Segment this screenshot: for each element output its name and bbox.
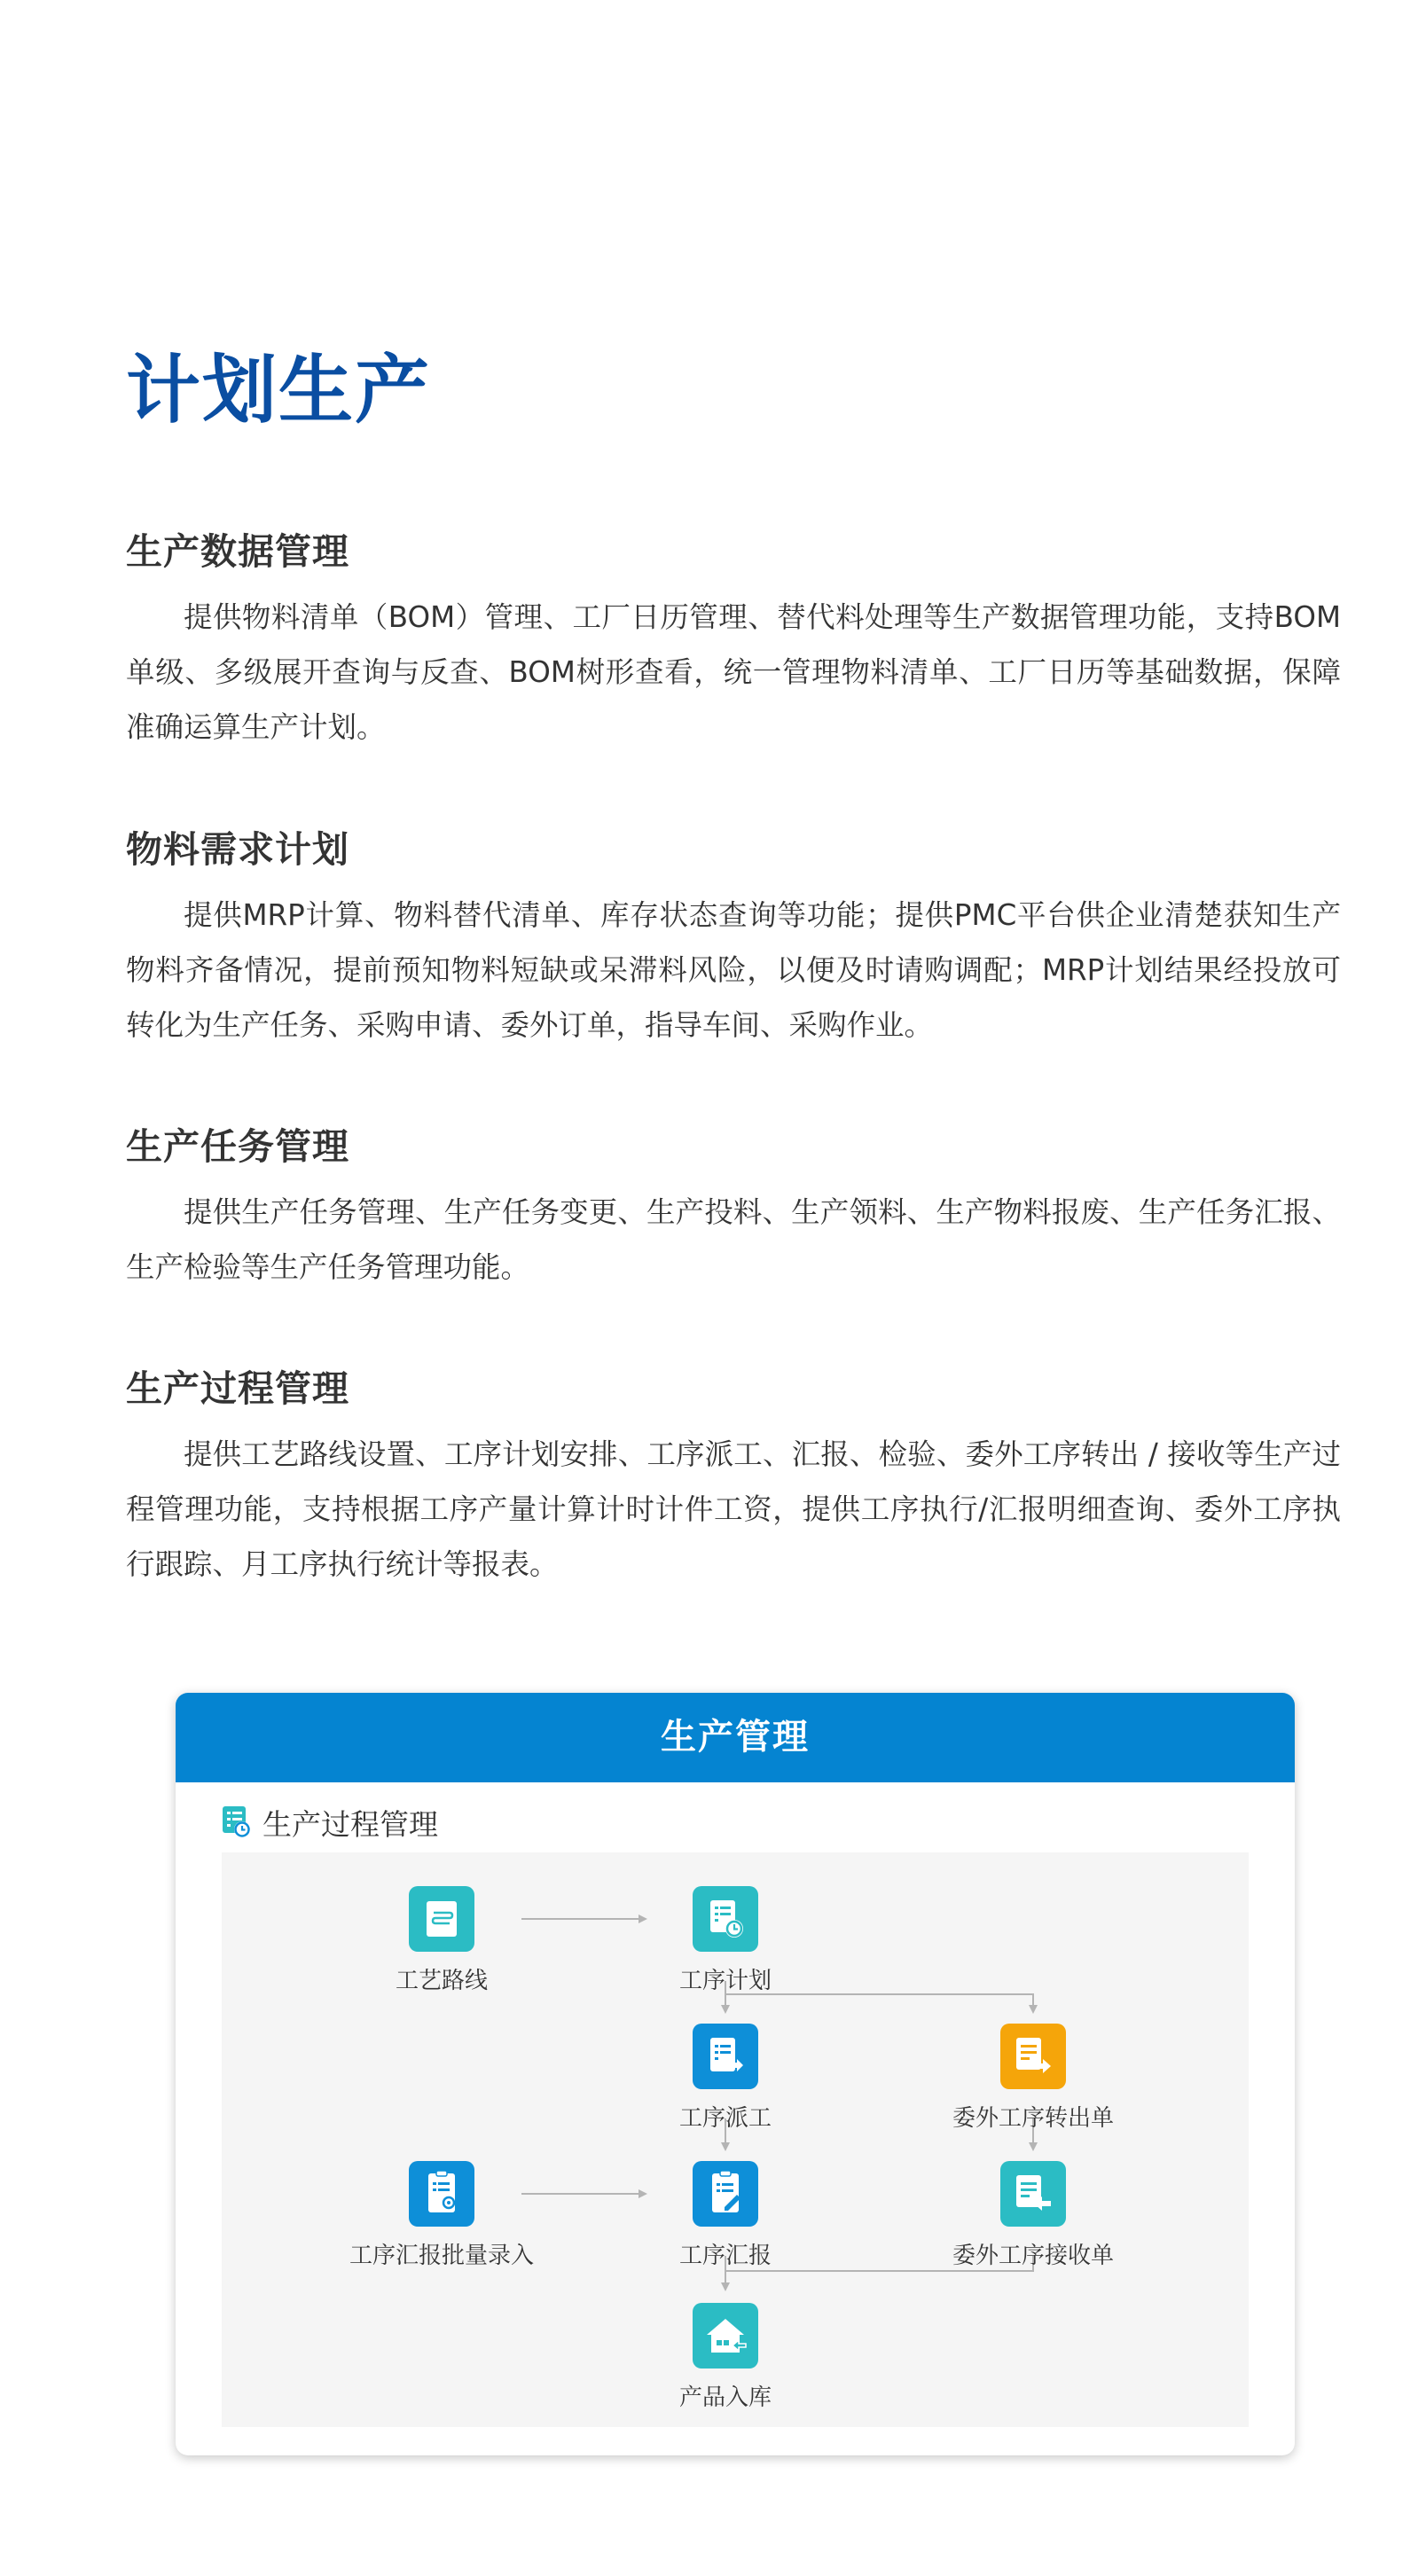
section-body: 提供物料清单（BOM）管理、工厂日历管理、替代料处理等生产数据管理功能，支持BOM单级、多级展开查询与反查、BOM树形查看，统一管理物料清单、工厂日历等基础数据，保障准确运算生产计划。 bbox=[126, 600, 1341, 744]
process-list-icon bbox=[222, 1805, 252, 1840]
section-heading: 物料需求计划 bbox=[126, 828, 349, 871]
section-heading: 生产数据管理 bbox=[126, 530, 349, 573]
arrow-plan-to-outsource-out bbox=[725, 1994, 1033, 2012]
node-label: 委外工序转出单 bbox=[952, 2105, 1114, 2132]
section-production-data bbox=[126, 530, 1341, 755]
section-body: 提供工艺路线设置、工序计划安排、工序派工、汇报、检验、委外工序转出 / 接收等生产过程管理功能，支持根据工序产量计算计时计件工资，提供工序执行/汇报明细查询、委外工序执行跟踪、月工序执行统计等报表。 bbox=[126, 1437, 1341, 1581]
section-mrp bbox=[126, 828, 1341, 1053]
node-schedule[interactable] bbox=[619, 1886, 832, 1995]
subtitle-text: 生产过程管理 bbox=[262, 1806, 438, 1842]
process-flow-diagram bbox=[222, 1852, 1249, 2427]
section-body: 提供MRP计算、物料替代清单、库存状态查询等功能；提供PMC平台供企业清楚获知生产物料齐备情况，提前预知物料短缺或呆滞料风险，以便及时请购调配；MRP计划结果经投放可转化为生产任务、采购申请、委外订单，指导车间、采购作业。 bbox=[126, 898, 1341, 1042]
routing-icon bbox=[409, 1886, 474, 1952]
production-management-card bbox=[176, 1693, 1295, 2455]
node-label: 委外工序接收单 bbox=[952, 2243, 1114, 2269]
node-product-warehousing[interactable] bbox=[619, 2303, 832, 2412]
section-body: 提供生产任务管理、生产任务变更、生产投料、生产领料、生产物料报废、生产任务汇报、生产检验等生产任务管理功能。 bbox=[126, 1195, 1341, 1284]
section-process-management bbox=[126, 1367, 1341, 1592]
node-process-report[interactable] bbox=[619, 2161, 832, 2270]
node-dispatch[interactable] bbox=[619, 2024, 832, 2133]
schedule-icon bbox=[693, 1886, 758, 1952]
node-outsource-receive[interactable] bbox=[927, 2161, 1140, 2270]
card-header: 生产管理 bbox=[176, 1693, 1295, 1782]
node-label: 工艺路线 bbox=[395, 1968, 488, 1994]
transfer-out-icon bbox=[1000, 2024, 1066, 2089]
warehouse-in-icon bbox=[693, 2303, 758, 2369]
node-label: 工序汇报 bbox=[678, 2243, 772, 2269]
section-heading: 生产任务管理 bbox=[126, 1125, 349, 1168]
node-routing[interactable] bbox=[335, 1886, 548, 1995]
receive-icon bbox=[1000, 2161, 1066, 2227]
card-subtitle bbox=[222, 1804, 438, 1841]
section-heading: 生产过程管理 bbox=[126, 1367, 349, 1410]
batch-entry-icon bbox=[409, 2161, 474, 2227]
report-icon bbox=[693, 2161, 758, 2227]
node-label: 工序计划 bbox=[678, 1968, 772, 1994]
section-task-management bbox=[126, 1125, 1341, 1295]
node-batch-report-entry[interactable] bbox=[335, 2161, 548, 2270]
dispatch-icon bbox=[693, 2024, 758, 2089]
node-label: 工序汇报批量录入 bbox=[349, 2243, 534, 2269]
node-label: 工序派工 bbox=[678, 2105, 772, 2132]
node-outsource-transfer-out[interactable] bbox=[927, 2024, 1140, 2133]
node-label: 产品入库 bbox=[678, 2384, 772, 2411]
page-title: 计划生产 bbox=[126, 347, 432, 434]
